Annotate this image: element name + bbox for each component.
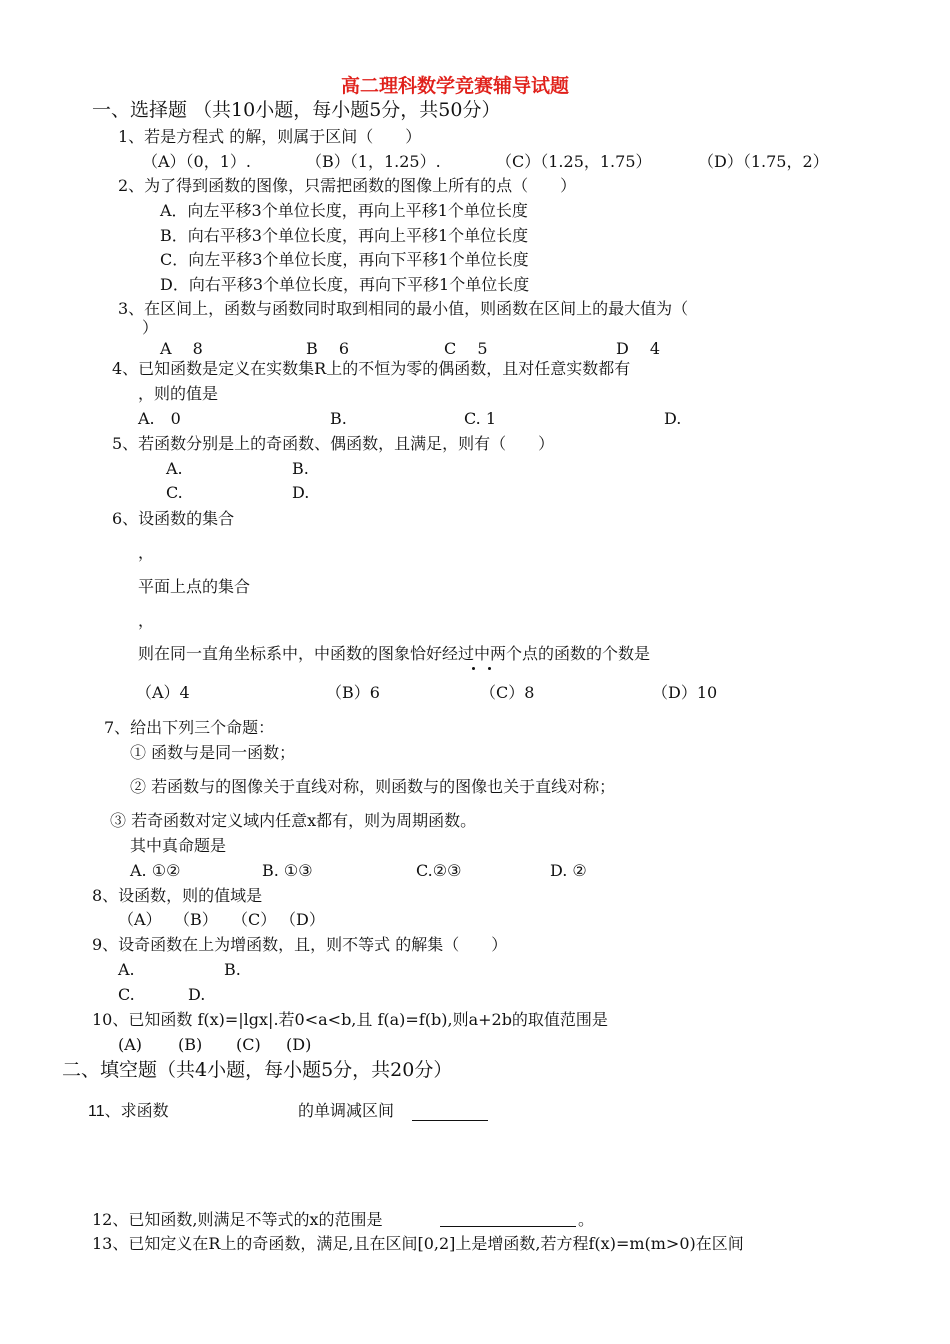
q12-text: 12、已知函数,则满足不等式的x的范围是 <box>92 1210 383 1229</box>
q8-option-b: （B） <box>174 910 218 929</box>
q4-stem-cont: ，则的值是 <box>138 384 219 403</box>
q9-option-b: B. <box>224 960 241 979</box>
q1-option-b: （B）（1，1.25）. <box>306 152 441 171</box>
q5-option-a: A. <box>166 459 183 478</box>
q10-stem: 10、已知函数 f(x)=|lgx|.若0<a<b,且 f(a)=f(b),则a+2b的取值范围是 <box>92 1010 608 1029</box>
q5-stem: 5、若函数分别是上的奇函数、偶函数，且满足，则有（ ） <box>112 434 555 453</box>
emphasis-dot <box>472 667 475 670</box>
q6-option-d: （D）10 <box>652 683 718 702</box>
q3-option-b: B 6 <box>306 339 350 358</box>
q13-text: 13、已知定义在R上的奇函数，满足,且在区间[0,2]上是增函数,若方程f(x)=m(m>0)在区间 <box>92 1234 744 1253</box>
q1-stem: 1、若是方程式 的解，则属于区间（ ） <box>118 127 422 146</box>
q10-option-d: (D) <box>286 1035 312 1054</box>
q4-option-d: D. <box>664 409 682 428</box>
q1-option-c: （C）（1.25，1.75） <box>496 152 652 171</box>
q6-option-b: （B）6 <box>326 683 380 702</box>
q6-line3: 则在同一直角坐标系中，中函数的图象恰好经过中两个点的函数的个数是 <box>138 644 651 663</box>
q4-option-b: B. <box>330 409 347 428</box>
q11-part-b: 的单调减区间 <box>298 1103 395 1120</box>
q2-stem: 2、为了得到函数的图像，只需把函数的图像上所有的点（ ） <box>118 176 577 195</box>
q3-stem-cont: ） <box>142 318 159 337</box>
q2-option-c: C．向左平移3个单位长度，再向下平移1个单位长度 <box>160 250 529 269</box>
q4-option-c: C. 1 <box>464 409 497 428</box>
q7-proposition-1: ① 函数与是同一函数； <box>130 743 296 762</box>
q11-part-a: 11、求函数 <box>88 1103 169 1120</box>
q7-option-d: D. ② <box>550 861 587 880</box>
q12-answer-blank <box>440 1208 576 1227</box>
q10-option-c: (C) <box>236 1035 261 1054</box>
q7-proposition-3: ③ 若奇函数对定义域内任意x都有，则为周期函数。 <box>110 811 477 830</box>
emphasis-dot <box>488 667 491 670</box>
q1-option-d: （D）（1.75，2） <box>698 152 829 171</box>
q11-answer-blank <box>412 1102 488 1121</box>
q2-option-b: B．向右平移3个单位长度，再向上平移1个单位长度 <box>160 226 529 245</box>
q12-end: 。 <box>578 1210 595 1229</box>
q8-stem: 8、设函数，则的值域是 <box>92 886 263 905</box>
q8-option-c: （C） <box>232 910 277 929</box>
q3-stem: 3、在区间上，函数与函数同时取到相同的最小值，则函数在区间上的最大值为（ <box>118 299 689 318</box>
q7-option-a: A. ①② <box>130 861 181 880</box>
q9-option-d: D. <box>188 985 206 1004</box>
page-title: 高二理科数学竞赛辅导试题 <box>341 75 570 97</box>
q9-stem: 9、设奇函数在上为增函数，且，则不等式 的解集（ ） <box>92 935 508 954</box>
q5-option-c: C. <box>166 483 183 502</box>
q4-option-a: A. 0 <box>138 409 181 428</box>
q6-line2: 平面上点的集合 <box>138 577 251 596</box>
q10-option-b: (B) <box>178 1035 203 1054</box>
section2-heading: 二、填空题（共4小题，每小题5分，共20分） <box>62 1059 453 1081</box>
q10-option-a: (A) <box>118 1035 143 1054</box>
q2-option-a: A．向左平移3个单位长度，再向上平移1个单位长度 <box>160 201 528 220</box>
q7-proposition-2: ② 若函数与的图像关于直线对称，则函数与的图像也关于直线对称； <box>130 777 616 796</box>
q6-stem: 6、设函数的集合 <box>112 509 235 528</box>
q6-comma2: ， <box>138 611 155 630</box>
section1-heading: 一、选择题 （共10小题，每小题5分，共50分） <box>92 99 501 121</box>
q7-option-c: C.②③ <box>416 861 462 880</box>
q6-comma1: ， <box>138 543 155 562</box>
q7-stem: 7、给出下列三个命题： <box>104 718 275 737</box>
q6-option-a: （A）4 <box>136 683 190 702</box>
q2-option-d: D．向右平移3个单位长度，再向下平移1个单位长度 <box>160 275 530 294</box>
q1-option-a: （A）（0，1）. <box>142 152 252 171</box>
q5-option-d: D. <box>292 483 310 502</box>
q8-option-a: （A） <box>118 910 162 929</box>
q3-option-c: C 5 <box>444 339 488 358</box>
q7-ask: 其中真命题是 <box>130 836 227 855</box>
q9-option-a: A. <box>118 960 135 979</box>
q5-option-b: B. <box>292 459 309 478</box>
q9-option-c: C. <box>118 985 135 1004</box>
q8-option-d: （D） <box>280 910 325 929</box>
q6-option-c: （C）8 <box>480 683 535 702</box>
q3-option-d: D 4 <box>616 339 661 358</box>
q7-option-b: B. ①③ <box>262 861 313 880</box>
q4-stem: 4、已知函数是定义在实数集R上的不恒为零的偶函数，且对任意实数都有 <box>112 359 631 378</box>
q3-option-a: A 8 <box>160 339 203 358</box>
